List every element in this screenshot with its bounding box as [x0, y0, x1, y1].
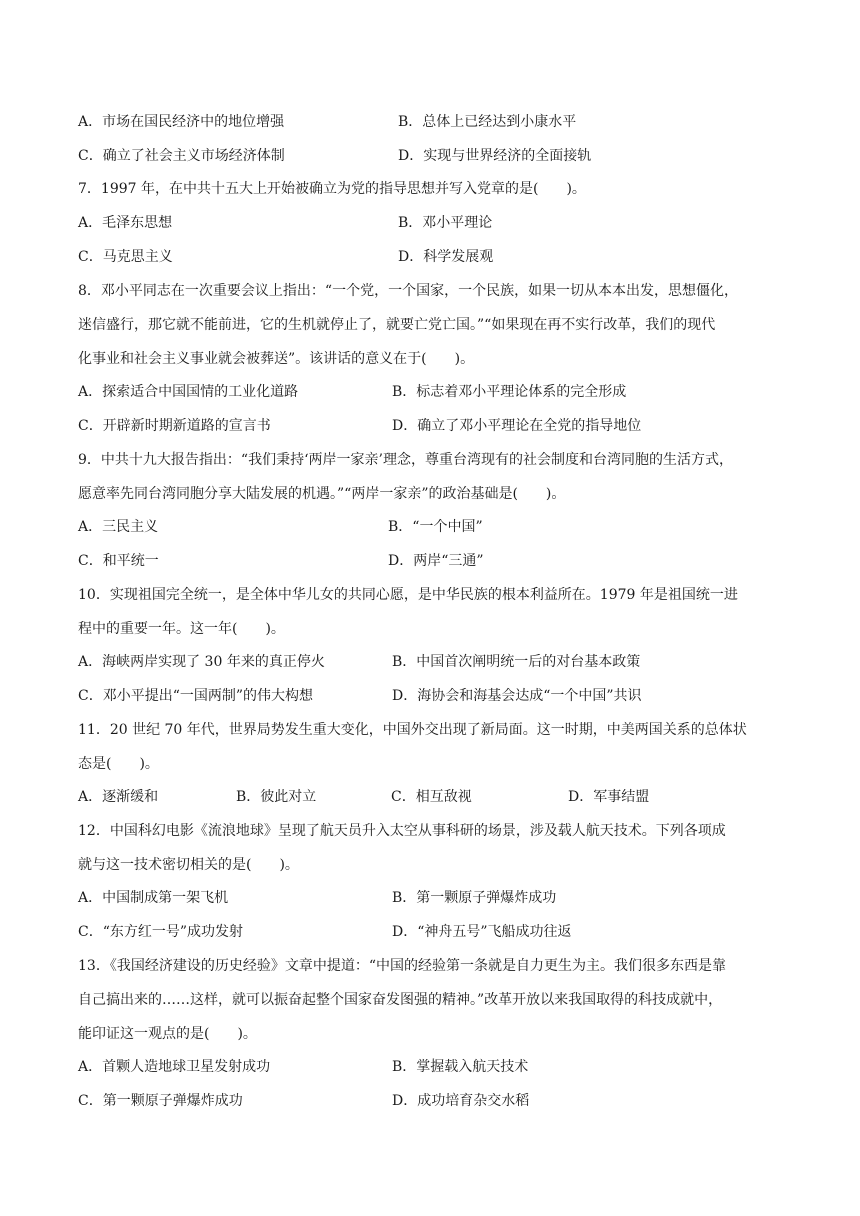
- question-stem: 愿意率先同台湾同胞分享大陆发展的机遇。”“两岸一家亲”的政治基础是( )。: [78, 486, 566, 502]
- option-a: A．毛泽东思想: [78, 215, 173, 231]
- option-d: D．科学发展观: [398, 249, 494, 265]
- option-d: D．确立了邓小平理论在全党的指导地位: [392, 418, 642, 434]
- question-stem: 8．邓小平同志在一次重要会议上指出：“一个党，一个国家，一个民族，如果一切从本本出发，思想僵化，: [78, 283, 739, 299]
- option-d: D．成功培育杂交水稻: [392, 1093, 530, 1109]
- option-b: B．标志着邓小平理论体系的完全形成: [392, 384, 627, 400]
- option-d: D．“神舟五号”飞船成功往返: [392, 924, 572, 940]
- option-a: A．中国制成第一架飞机: [78, 890, 229, 906]
- option-b: B．彼此对立: [236, 789, 317, 805]
- option-d: D．实现与世界经济的全面接轨: [398, 148, 592, 164]
- option-a: A．海峡两岸实现了 30 年来的真正停火: [78, 654, 325, 670]
- option-b: B．掌握载入航天技术: [392, 1059, 529, 1075]
- option-c: C．“东方红一号”成功发射: [78, 924, 244, 940]
- question-stem: 9．中共十九大报告指出：“我们秉持‘两岸一家亲’理念，尊重台湾现有的社会制度和台湾同胞的生活方式，: [78, 452, 733, 468]
- option-a: A．探索适合中国国情的工业化道路: [78, 384, 299, 400]
- option-b: B．“一个中国”: [388, 519, 483, 535]
- question-stem: 态是( )。: [78, 756, 159, 772]
- option-b: B．中国首次阐明统一后的对台基本政策: [392, 654, 641, 670]
- question-stem: 能印证这一观点的是( )。: [78, 1026, 257, 1042]
- question-stem: 化事业和社会主义事业就会被葬送”。该讲话的意义在于( )。: [78, 351, 475, 367]
- question-stem: 10．实现祖国完全统一，是全体中华儿女的共同心愿，是中华民族的根本利益所在。1979 年是祖国统一进: [78, 587, 738, 603]
- question-stem: 程中的重要一年。这一年( )。: [78, 621, 285, 637]
- option-d: D．军事结盟: [568, 789, 650, 805]
- question-stem: 迷信盛行，那它就不能前进，它的生机就停止了，就要亡党亡国。”“如果现在再不实行改革，我们的现代: [78, 317, 716, 333]
- option-c: C．相互敌视: [391, 789, 472, 805]
- option-a: A．首颗人造地球卫星发射成功: [78, 1059, 271, 1075]
- option-a: A．逐渐缓和: [78, 789, 159, 805]
- question-stem: 12．中国科幻电影《流浪地球》呈现了航天员升入太空从事科研的场景，涉及载人航天技术。下列各项成: [78, 823, 726, 839]
- question-stem: 11．20 世纪 70 年代，世界局势发生重大变化，中国外交出现了新局面。这一时期，中美两国关系的总体状: [78, 722, 747, 738]
- option-c: C．确立了社会主义市场经济体制: [78, 148, 285, 164]
- option-d: D．两岸“三通”: [388, 553, 484, 569]
- question-stem: 自己搞出来的……这样，就可以振奋起整个国家奋发图强的精神。”改革开放以来我国取得的科技成就中，: [78, 992, 723, 1008]
- option-a: A．三民主义: [78, 519, 159, 535]
- option-c: C．邓小平提出“一国两制”的伟大构想: [78, 688, 314, 704]
- option-c: C．马克思主义: [78, 249, 173, 265]
- question-stem: 就与这一技术密切相关的是( )。: [78, 857, 299, 873]
- option-a: A．市场在国民经济中的地位增强: [78, 114, 285, 130]
- option-c: C．和平统一: [78, 553, 159, 569]
- option-c: C．第一颗原子弹爆炸成功: [78, 1093, 243, 1109]
- option-b: B．第一颗原子弹爆炸成功: [392, 890, 557, 906]
- option-b: B．总体上已经达到小康水平: [398, 114, 577, 130]
- option-b: B．邓小平理论: [398, 215, 493, 231]
- question-stem: 13．《我国经济建设的历史经验》文章中提道：“中国的经验第一条就是自力更生为主。我们很多东西是靠: [78, 958, 726, 974]
- question-stem: 7．1997 年，在中共十五大上开始被确立为党的指导思想并写入党章的是( )。: [78, 181, 586, 197]
- option-d: D．海协会和海基会达成“一个中国”共识: [392, 688, 642, 704]
- option-c: C．开辟新时期新道路的宣言书: [78, 418, 271, 434]
